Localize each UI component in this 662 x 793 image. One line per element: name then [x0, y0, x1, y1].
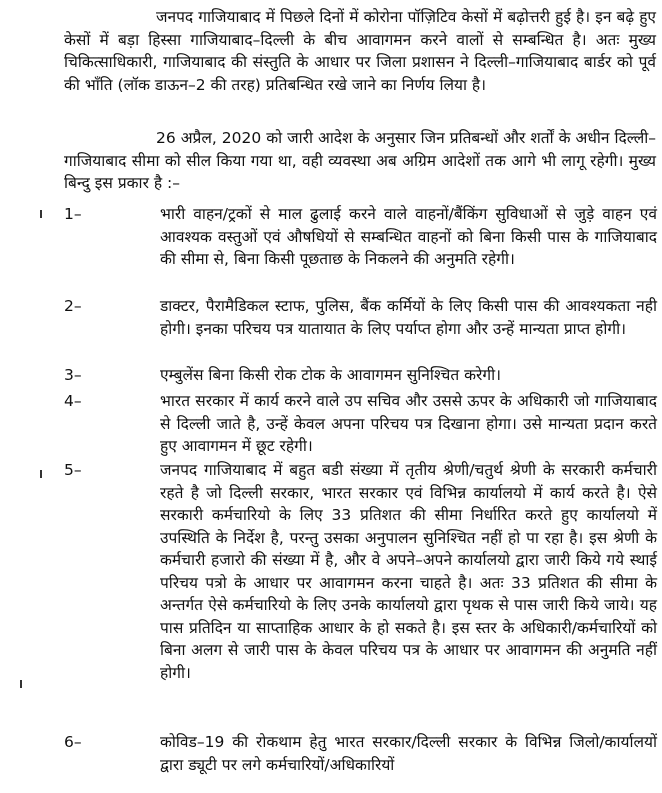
intro-paragraph: जनपद गाजियाबाद में पिछले दिनों में कोरोना पॉज़िटिव केसों में बढ़ोत्तरी हुई है। इन बढ़े हुए केसों में बड़ा हिस्सा गाजियाबाद–दिल्ली के बीच आवागमन करने वालों से सम्बन्धित है। अतः मुख्य चिकित्साधिकारी, गाजियाबाद की संस्तुति के आधार पर जिला प्रशासन ने दिल्ली–गाजियाबाद बार्डर को पूर्व की भाँति (लॉक डाऊन–2 की तरह) प्रतिबन्धित रखे जाने का निर्णय लिया है।	[64, 8, 656, 94]
margin-tick-mark	[40, 470, 42, 478]
item-text: भारी वाहन/ट्रकों से माल ढुलाई करने वाले वाहनों/बैंकिंग सुविधाओं से जुड़े वाहन एवं आवश्यक वस्तुओं एवं औषधियों से सम्बन्धित वाहनों को बिना किसी पास के गाजियाबाद की सीमा से, बिना किसी पूछताछ के निकलने की अनुमति रहेगी।	[160, 205, 657, 268]
item-text: डाक्टर, पैरामैडिकल स्टाफ, पुलिस, बैंक कर्मियों के लिए किसी पास की आवश्यकता नही होगी। इनका परिचय पत्र यातायात के लिए पर्याप्त होगा और उन्हें मान्यता प्राप्त होगी।	[160, 297, 657, 338]
margin-tick-mark	[20, 680, 22, 688]
item-number: 4–	[64, 392, 82, 410]
margin-tick-mark	[40, 210, 42, 218]
item-text: जनपद गाजियाबाद में बहुत बडी संख्या में तृतीय श्रेणी/चतुर्थ श्रेणी के सरकारी कर्मचारी रहते है जो दिल्ली सरकार, भारत सरकार एवं विभिन्न कार्यालयो में कार्य करते है। ऐसे सरकारी कर्मचारियो के लिए 33 प्रतिशत की सीमा निर्धारित करते हुए कार्यालयो में उपस्थिति के निर्देश है, परन्तु उसका अनुपालन सुनिश्चित नहीं हो पा रहा है। इस श्रेणी के कर्मचारी हजारो की संख्या में है, और वे अपने–अपने कार्यालयो द्वारा जारी किये गये स्थाई परिचय पत्रो के आधार पर आवागमन करना चाहते है। अतः 33 प्रतिशत की सीमा के अन्तर्गत ऐसे कर्मचारियो के लिए उनके कार्यालयो द्वारा पृथक से पास जारी किये जाये। यह पास प्रतिदिन या साप्ताहिक आधार के हो सकते है। इस स्तर के अधिकारी/कर्मचारियों को बिना अलग से जारी पास के केवल परिचय पत्र के आधार पर आवागमन की अनुमति नहीं होगी।	[160, 461, 657, 682]
item-text: कोविड–19 की रोकथाम हेतु भारत सरकार/दिल्ली सरकार के विभिन्न जिलो/कार्यालयों द्वारा ड्यूटी पर लगे कर्मचारियों/अधिकारियों	[160, 733, 657, 774]
item-number: 6–	[64, 733, 82, 751]
item-number: 2–	[64, 297, 82, 315]
item-text: एम्बुलेंस बिना किसी रोक टोक के आवागमन सुनिश्चित करेगी।	[160, 366, 501, 384]
item-number: 3–	[64, 366, 82, 384]
item-number: 5–	[64, 461, 82, 479]
item-number: 1–	[64, 205, 82, 223]
item-text: भारत सरकार में कार्य करने वाले उप सचिव और उससे ऊपर के अधिकारी जो गाजियाबाद से दिल्ली जाते है, उन्हें केवल अपना परिचय पत्र दिखाना होगा। उसे मान्यता प्रदान करते हुए आवागमन में छूट रहेगी।	[160, 392, 657, 455]
order-paragraph: 26 अप्रैल, 2020 को जारी आदेश के अनुसार जिन प्रतिबन्धों और शर्तों के अधीन दिल्ली–गाजियाबाद सीमा को सील किया गया था, वही व्यवस्था अब अग्रिम आदेशों तक आगे भी लागू रहेगी। मुख्य बिन्दु इस प्रकार है :–	[64, 129, 656, 192]
